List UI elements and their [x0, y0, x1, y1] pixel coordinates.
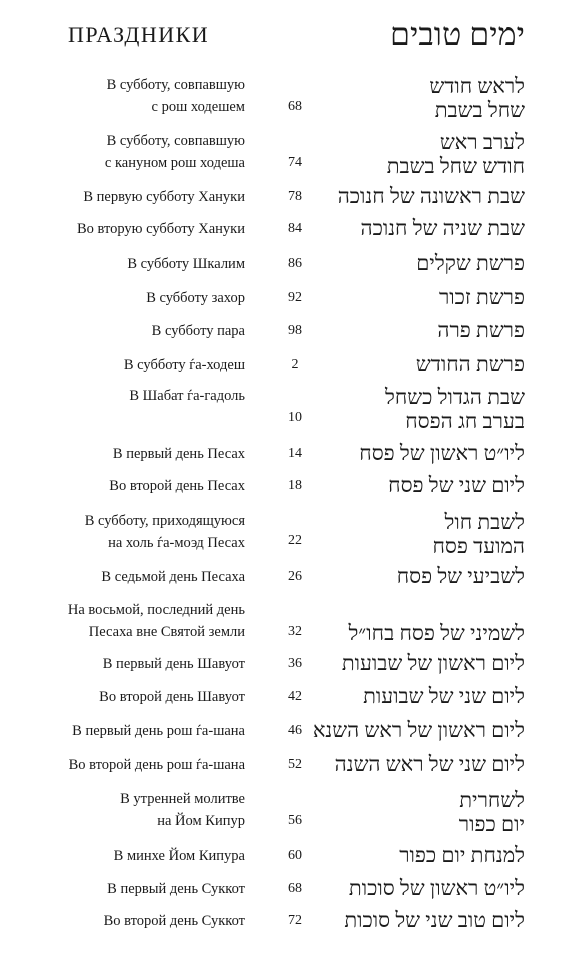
russian-title-line: На восьмой, последний день	[67, 602, 245, 618]
hebrew-title	[459, 788, 525, 836]
hebrew-title-line: לשמיני של פסח בחו״ל	[348, 621, 525, 645]
russian-title-line: Во вторую субботу Хануки	[76, 221, 245, 237]
page-number: 78	[288, 189, 302, 204]
russian-title-line: В субботу, совпавшую	[106, 77, 245, 93]
hebrew-title-line: ליו״ט ראשון של פסח	[359, 441, 525, 465]
hebrew-heading: ימים טובים	[389, 16, 525, 52]
hebrew-title-line: פרשת פרה	[437, 318, 525, 342]
page-number: 14	[288, 446, 302, 461]
hebrew-title-line: פרשת שקלים	[416, 251, 525, 275]
russian-title-line: В первый день рош ѓа-шана	[72, 723, 245, 739]
russian-title-line: Во второй день Шавуот	[99, 689, 245, 705]
russian-title	[129, 385, 245, 407]
hebrew-title-line: ליום שני של ראש השנה	[334, 752, 525, 776]
hebrew-title-line: למנחת יום כפור	[399, 843, 525, 867]
hebrew-title-line: פרשת זכור	[438, 285, 525, 309]
russian-title	[114, 845, 245, 867]
hebrew-title	[437, 318, 525, 342]
page-number: 52	[288, 757, 302, 772]
russian-title	[72, 720, 245, 742]
russian-title	[107, 74, 245, 118]
russian-title-line: Во второй день Песах	[109, 478, 245, 494]
russian-title-line: В субботу, совпавшую	[106, 133, 245, 149]
hebrew-title-line: ליו״ט ראשון של סוכות	[348, 876, 525, 900]
russian-title	[99, 686, 245, 708]
hebrew-title	[399, 843, 525, 867]
hebrew-title	[348, 621, 525, 645]
russian-title-line: В первый день Шавуот	[102, 656, 245, 672]
page-number: 74	[288, 155, 302, 170]
hebrew-title-line: חודש שחל בשבת	[386, 154, 525, 178]
hebrew-title	[387, 130, 525, 178]
hebrew-title-line: שחל בשבת	[434, 98, 525, 122]
hebrew-title	[429, 74, 525, 122]
russian-title	[69, 754, 245, 776]
page-number: 72	[288, 913, 302, 928]
page-number: 56	[288, 813, 302, 828]
russian-title-line: на холь ѓа-моэд Песах	[108, 535, 245, 551]
page-number: 68	[288, 99, 302, 114]
hebrew-title-line: ליום ראשון של שבועות	[341, 651, 525, 675]
page-number: 42	[288, 689, 302, 704]
russian-title-line: В субботу захор	[146, 290, 245, 306]
page-number: 60	[288, 848, 302, 863]
hebrew-title	[416, 251, 525, 275]
page-number: 26	[288, 569, 302, 584]
hebrew-title	[363, 684, 525, 708]
russian-title-line: Песаха вне Святой земли	[88, 624, 245, 640]
hebrew-title-line: ליום טוב שני של סוכות	[344, 908, 525, 932]
hebrew-title-line: המועד פסח	[432, 534, 525, 558]
hebrew-title-line: בערב חג הפסח	[405, 409, 525, 433]
hebrew-title-line: ליום שני של פסח	[388, 473, 525, 497]
hebrew-title-line: יום כפור	[458, 812, 525, 836]
russian-title	[120, 788, 245, 832]
russian-title-line: с рош ходешем	[151, 99, 245, 115]
russian-title	[77, 218, 245, 240]
russian-title-line: Во второй день рош ѓа-шана	[68, 757, 245, 773]
hebrew-title	[439, 285, 525, 309]
russian-title	[103, 653, 245, 675]
russian-title	[124, 354, 245, 376]
page-number: 32	[288, 624, 302, 639]
hebrew-title-line: שבת ראשונה של חנוכה	[337, 184, 525, 208]
hebrew-title	[432, 510, 525, 558]
page-number: 36	[288, 656, 302, 671]
russian-title-line: В Шабат ѓа-гадоль	[129, 388, 245, 404]
russian-heading: ПРАЗДНИКИ	[68, 22, 210, 47]
russian-title	[127, 253, 245, 275]
page-number: 86	[288, 256, 302, 271]
russian-title	[105, 130, 245, 174]
russian-title	[104, 910, 245, 932]
russian-title-line: В минхе Йом Кипура	[113, 848, 245, 864]
hebrew-title	[342, 651, 525, 675]
russian-title	[113, 443, 245, 465]
hebrew-title	[416, 352, 525, 376]
page-number: 18	[288, 478, 302, 493]
russian-title-line: на Йом Кипур	[157, 813, 245, 829]
russian-title-line: В субботу Шкалим	[127, 256, 245, 272]
russian-title	[146, 287, 245, 309]
russian-title	[107, 878, 245, 900]
russian-title-line: В субботу ѓа-ходеш	[123, 357, 245, 373]
page-number: 68	[288, 881, 302, 896]
russian-title	[68, 599, 245, 643]
russian-title-line: В утренней молитве	[120, 791, 245, 807]
russian-title	[152, 320, 245, 342]
russian-title-line: В седьмой день Песаха	[101, 569, 245, 585]
russian-title-line: В первую субботу Хануки	[83, 189, 245, 205]
page-number: 10	[288, 410, 302, 425]
hebrew-title	[335, 752, 525, 776]
page-number: 22	[288, 533, 302, 548]
russian-title	[101, 566, 245, 588]
hebrew-title	[388, 473, 525, 497]
hebrew-title-line: פרשת החודש	[415, 352, 525, 376]
hebrew-title	[338, 184, 525, 208]
page-number: 92	[288, 290, 302, 305]
russian-title-line: В субботу пара	[151, 323, 245, 339]
hebrew-title-line: ליום ראשון של ראש השנא	[312, 718, 525, 742]
russian-title	[83, 186, 245, 208]
hebrew-title	[344, 908, 525, 932]
hebrew-title-line: לערב ראש	[439, 130, 525, 154]
hebrew-title	[349, 876, 525, 900]
russian-title-line: с кануном рош ходеша	[104, 155, 245, 171]
russian-title	[85, 510, 245, 554]
hebrew-title	[359, 441, 525, 465]
hebrew-title	[397, 564, 525, 588]
russian-title-line: В субботу, приходящуюся	[84, 513, 245, 529]
hebrew-title-line: לשבת חול	[444, 510, 525, 534]
hebrew-title	[385, 385, 525, 433]
hebrew-title-line: ליום שני של שבועות	[363, 684, 525, 708]
hebrew-title-line: לראש חודש	[429, 74, 525, 98]
hebrew-title-line: שבת הגדול כשחל	[385, 385, 525, 409]
hebrew-title-line: שבת שניה של חנוכה	[360, 216, 525, 240]
russian-title-line: Во второй день Суккот	[103, 913, 245, 929]
hebrew-title	[361, 216, 526, 240]
hebrew-title-line: לשחרית	[459, 788, 525, 812]
russian-title-line: В первый день Суккот	[107, 881, 245, 897]
page-number: 2	[291, 357, 299, 372]
russian-title	[109, 475, 245, 497]
page-number: 84	[288, 221, 302, 236]
page-number: 46	[288, 723, 302, 738]
russian-title-line: В первый день Песах	[112, 446, 245, 462]
page-number: 98	[288, 323, 302, 338]
hebrew-title	[313, 718, 525, 742]
hebrew-title-line: לשביעי של פסח	[396, 564, 525, 588]
